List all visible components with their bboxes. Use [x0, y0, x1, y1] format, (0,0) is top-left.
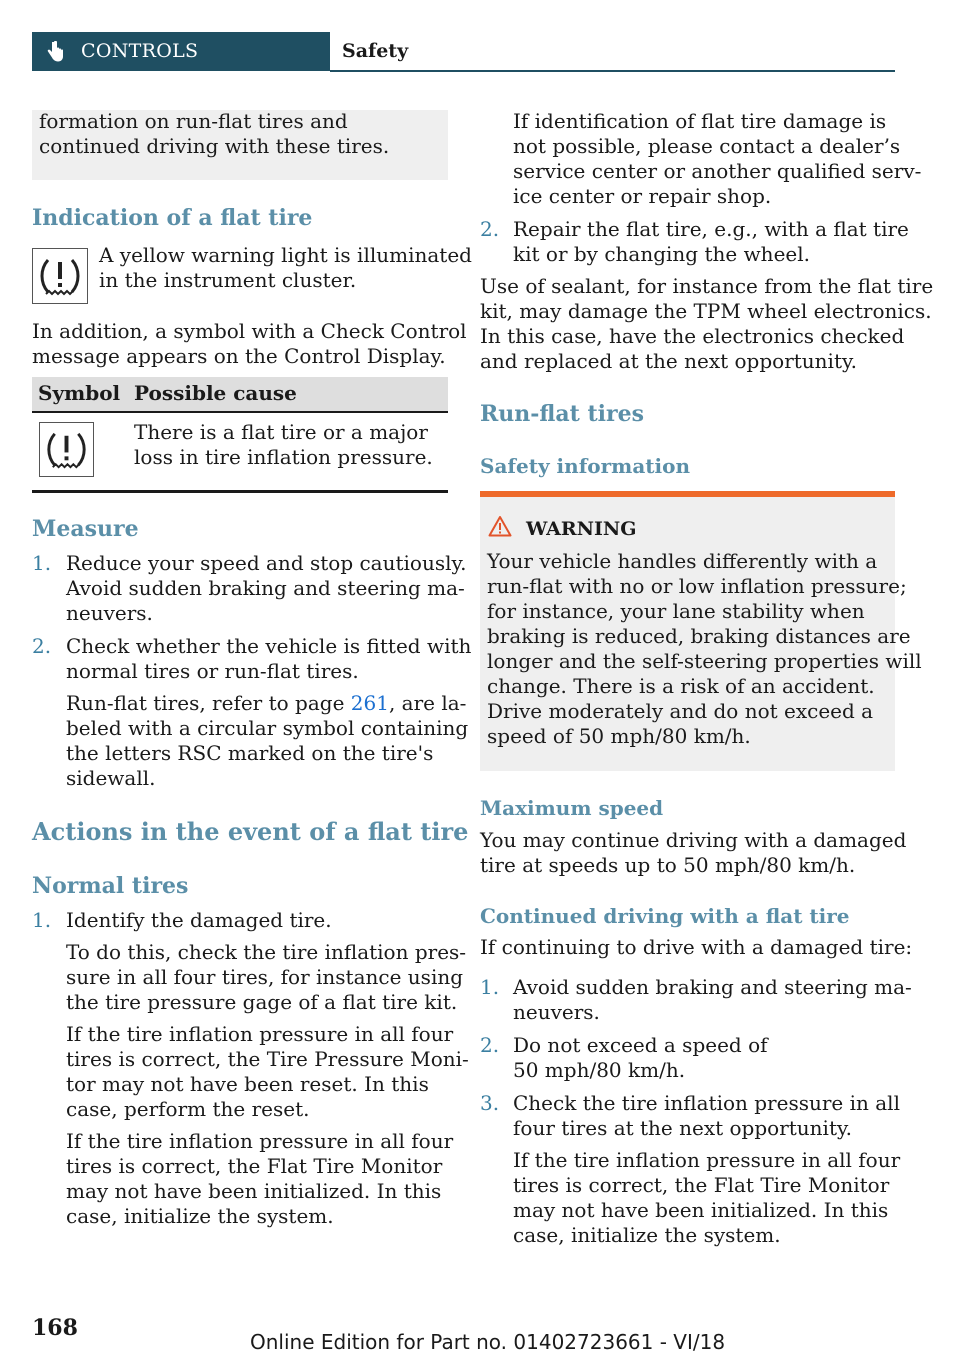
- sealant-line3: In this case, have the electronics checked: [480, 324, 905, 348]
- cont-step-number-2: 2.: [480, 1033, 500, 1057]
- warning-line2: run-flat with no or low inflation pressure;: [487, 574, 907, 598]
- actions-p3-line4: case, initialize the system.: [66, 1204, 334, 1228]
- actions-p3-line2: tires is correct, the Flat Tire Monitor: [66, 1154, 443, 1178]
- cont-step3-p-line4: case, initialize the system.: [513, 1223, 781, 1247]
- measure-runflat-ref-post: , are la-: [388, 691, 467, 715]
- cont-step3-p-line3: may not have been initialized. In this: [513, 1198, 889, 1222]
- page-number: 168: [32, 1315, 78, 1341]
- cont-step3-line2: four tires at the next opportunity.: [513, 1116, 852, 1140]
- actions-p1-line1: To do this, check the tire inflation pres-: [66, 940, 467, 964]
- warning-line8: speed of 50 mph/80 km/h.: [487, 724, 751, 748]
- measure-step2-line5: the letters RSC marked on the tire's: [66, 741, 434, 765]
- warning-line7: Drive moderately and do not exceed a: [487, 699, 874, 723]
- measure-step2-line1: Check whether the vehicle is fitted with: [66, 634, 472, 658]
- edition-footer: Online Edition for Part no. 01402723661 - VI/18: [250, 1330, 726, 1354]
- header-rule: [330, 70, 895, 72]
- cont-step3-line1: Check the tire inflation pressure in all: [513, 1091, 900, 1115]
- continued-intro: If continuing to drive with a damaged tire:: [480, 935, 913, 959]
- measure-step-number-1: 1.: [32, 551, 52, 575]
- cont-step-number-1: 1.: [480, 975, 500, 999]
- measure-step2-line4: beled with a circular symbol containing: [66, 716, 469, 740]
- tire-pressure-warning-icon: [39, 422, 94, 477]
- sealant-line4: and replaced at the next opportunity.: [480, 349, 857, 373]
- warning-line3: for instance, your lane stability when: [487, 599, 865, 623]
- max-speed-line2: tire at speeds up to 50 mph/80 km/h.: [480, 853, 856, 877]
- warning-line6: change. There is a risk of an accident.: [487, 674, 875, 698]
- actions-p2-line3: tor may not have been reset. In this: [66, 1072, 429, 1096]
- measure-step-number-2: 2.: [32, 634, 52, 658]
- normal-tires-heading: Normal tires: [32, 873, 189, 899]
- measure-step1-line1: Reduce your speed and stop cautiously.: [66, 551, 467, 575]
- sealant-line2: kit, may damage the TPM wheel electronics.: [480, 299, 932, 323]
- warning-line1: Your vehicle handles differently with a: [487, 549, 878, 573]
- max-speed-line1: You may continue driving with a damaged: [480, 828, 907, 852]
- actions-p2-line2: tires is correct, the Tire Pressure Moni-: [66, 1047, 469, 1071]
- cont-step3-p-line2: tires is correct, the Flat Tire Monitor: [513, 1173, 890, 1197]
- indication-text-line2: in the instrument cluster.: [99, 268, 357, 292]
- right-cont-line2: not possible, please contact a dealer’s: [513, 134, 901, 158]
- actions-p1-line3: the tire pressure gage of a flat tire kit.: [66, 990, 458, 1014]
- runflat-heading: Run-flat tires: [480, 401, 644, 427]
- measure-step1-line3: neuvers.: [66, 601, 153, 625]
- indication-addition-line1: In addition, a symbol with a Check Control: [32, 319, 467, 343]
- chapter-tab: [32, 32, 330, 71]
- actions-step1: Identify the damaged tire.: [66, 908, 332, 932]
- cont-step3-p-line1: If the tire inflation pressure in all four: [513, 1148, 901, 1172]
- actions-p3-line3: may not have been initialized. In this: [66, 1179, 442, 1203]
- cont-step1-line1: Avoid sudden braking and steering ma-: [513, 975, 912, 999]
- measure-runflat-ref-pre: Run-flat tires, refer to page: [66, 691, 351, 715]
- cont-step2-line2: 50 mph/80 km/h.: [513, 1058, 686, 1082]
- table-row-cause-line1: There is a flat tire or a major: [134, 420, 428, 444]
- right-cont-line4: ice center or repair shop.: [513, 184, 772, 208]
- measure-heading: Measure: [32, 516, 139, 542]
- indication-addition-line2: message appears on the Control Display.: [32, 344, 446, 368]
- table-header-rule: [32, 411, 448, 413]
- indication-text-line1: A yellow warning light is illuminated: [99, 243, 472, 267]
- warning-title: WARNING: [526, 518, 637, 540]
- continued-driving-heading: Continued driving with a flat tire: [480, 904, 850, 928]
- cont-step-number-3: 3.: [480, 1091, 500, 1115]
- actions-heading: Actions in the event of a flat tire: [32, 817, 469, 846]
- warning-line4: braking is reduced, braking distances are: [487, 624, 911, 648]
- sealant-line1: Use of sealant, for instance from the flat tire: [480, 274, 934, 298]
- warning-line5: longer and the self-steering properties will: [487, 649, 922, 673]
- measure-step2-line2: normal tires or run-flat tires.: [66, 659, 359, 683]
- actions-p3-line1: If the tire inflation pressure in all four: [66, 1129, 454, 1153]
- table-col-symbol: Symbol: [38, 381, 121, 405]
- right-cont-line1: If identification of flat tire damage is: [513, 109, 887, 133]
- actions-p2-line4: case, perform the reset.: [66, 1097, 310, 1121]
- actions-p1-line2: sure in all four tires, for instance using: [66, 965, 464, 989]
- actions-p2-line1: If the tire inflation pressure in all four: [66, 1022, 454, 1046]
- cont-step2-line1: Do not exceed a speed of: [513, 1033, 768, 1057]
- table-row-cause-line2: loss in tire inflation pressure.: [134, 445, 433, 469]
- actions-step-number-1: 1.: [32, 908, 52, 932]
- section-title: Safety: [342, 40, 409, 62]
- measure-step1-line2: Avoid sudden braking and steering ma-: [66, 576, 465, 600]
- table-bottom-rule: [32, 490, 448, 493]
- pointing-hand-icon: [45, 41, 65, 63]
- safety-info-heading: Safety information: [480, 454, 691, 478]
- table-col-cause: Possible cause: [134, 381, 297, 405]
- right-cont-line3: service center or another qualified serv-: [513, 159, 922, 183]
- tire-pressure-warning-icon: [32, 248, 88, 304]
- measure-runflat-ref: [66, 691, 466, 716]
- right-step2-line1: Repair the flat tire, e.g., with a flat tire: [513, 217, 909, 241]
- page-link-261[interactable]: 261: [350, 691, 389, 715]
- warning-triangle-icon: [488, 515, 512, 537]
- indication-heading: Indication of a flat tire: [32, 205, 313, 231]
- right-step-number-2: 2.: [480, 217, 500, 241]
- intro-note-text: formation on run-flat tires and continued driving with these tires.: [39, 109, 390, 158]
- chapter-label: CONTROLS: [81, 40, 199, 62]
- measure-step2-line6: sidewall.: [66, 766, 156, 790]
- cont-step1-line2: neuvers.: [513, 1000, 600, 1024]
- max-speed-heading: Maximum speed: [480, 796, 664, 820]
- right-step2-line2: kit or by changing the wheel.: [513, 242, 810, 266]
